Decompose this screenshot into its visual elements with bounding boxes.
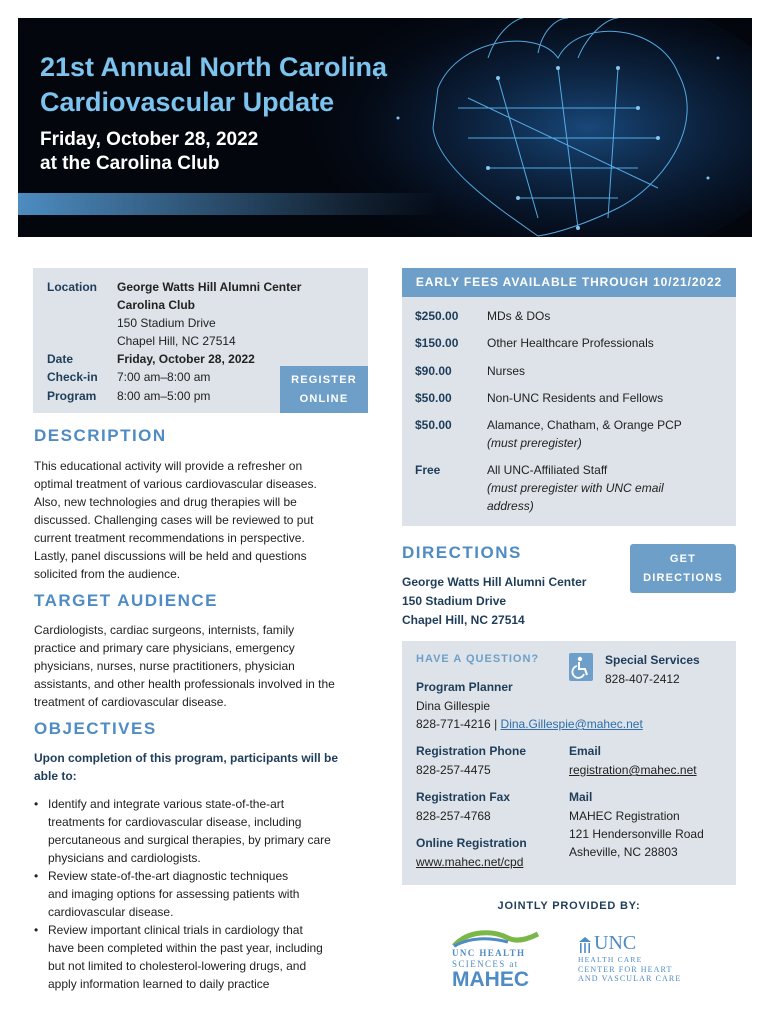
objective-item: • Identify and integrate various state-of-the-art treatments for cardiovascular disease, including percutaneous and surgical therapies, by primary care physicians and cardiologists. (34, 797, 331, 865)
location-line: 150 Stadium Drive (117, 316, 216, 330)
directions-button-label: GET (669, 553, 697, 565)
fee-description (487, 461, 664, 515)
text-line: percutaneous and surgical therapies, by primary care (48, 833, 331, 847)
online-registration-link[interactable]: www.mahec.net/cpd (416, 855, 524, 869)
text-line: Identify and integrate various state-of-the-art (48, 797, 285, 811)
text-line: All UNC-Affiliated Staff (487, 463, 608, 477)
text-line: physicians, nurses, nurse practitioners, physician (34, 659, 295, 673)
mail-label: Mail (569, 790, 593, 804)
text-line: This educational activity will provide a refresher on (34, 459, 303, 473)
logo-text: SCIENCES at (452, 959, 519, 969)
location-line: Chapel Hill, NC 27514 (117, 334, 236, 348)
text-line: Cardiologists, cardiac surgeons, internists, family (34, 623, 295, 637)
text-line: Upon completion of this program, participants will be (34, 751, 339, 765)
text-line: discussed. Challenging cases will be reviewed to put (34, 513, 314, 527)
text-line: but not limited to cholesterol-lowering drugs, and (48, 959, 307, 973)
target-audience-heading: TARGET AUDIENCE (34, 591, 218, 610)
title-line: 21st Annual North Carolina (40, 52, 388, 82)
registration-fax-label: Registration Fax (416, 790, 511, 804)
address-line: Chapel Hill, NC 27514 (402, 613, 525, 627)
text-line: cardiovascular disease. (48, 905, 174, 919)
text-line: current treatment recommendations in perspective. (34, 531, 305, 545)
registration-phone: 828-257-4475 (416, 763, 491, 777)
registration-email-link[interactable]: registration@mahec.net (569, 763, 697, 777)
subtitle-line: at the Carolina Club (40, 153, 220, 174)
text-line: optimal treatment of various cardiovascular diseases. (34, 477, 317, 491)
description-heading: DESCRIPTION (34, 426, 167, 445)
text-line: treatment of cardiovascular disease. (34, 695, 227, 709)
objectives-list (34, 795, 374, 993)
text-line: Review important clinical trials in cardiology that (48, 923, 303, 937)
location-label: Location (47, 280, 97, 294)
program-planner-name: Dina Gillespie (416, 699, 491, 713)
special-services-label: Special Services (605, 653, 700, 667)
fee-description (487, 416, 682, 452)
registration-phone-label: Registration Phone (416, 744, 527, 758)
event-title (40, 50, 387, 120)
registration-fax: 828-257-4768 (416, 809, 491, 823)
directions-address (402, 573, 586, 630)
text-line: practice and primary care physicians, emergency (34, 641, 295, 655)
mahec-logo (448, 928, 543, 994)
fee-note: (must preregister) (487, 436, 582, 450)
program-planner-contact (416, 715, 643, 733)
objectives-heading: OBJECTIVES (34, 719, 157, 738)
text-line: apply information learned to daily practice (48, 977, 270, 991)
fee-note: (must preregister with UNC email (487, 481, 664, 495)
fee-description: Non-UNC Residents and Fellows (487, 391, 664, 405)
text-line: assistants, and other health professionals involved in the (34, 677, 335, 691)
fee-amount: $50.00 (415, 418, 452, 432)
location-line: Carolina Club (117, 298, 196, 312)
fee-amount: $250.00 (415, 309, 459, 323)
objective-item: • Review state-of-the-art diagnostic techniques and imaging options for assessing patients with cardiovascular disease. (34, 869, 300, 919)
unc-heart-vascular-logo (576, 934, 696, 984)
text-line: able to: (34, 769, 77, 783)
address-line: George Watts Hill Alumni Center (402, 575, 587, 589)
fee-description: Other Healthcare Professionals (487, 336, 654, 350)
program-value: 8:00 am–5:00 pm (117, 389, 211, 403)
register-online-button[interactable] (280, 366, 368, 413)
address-line: MAHEC Registration (569, 809, 680, 823)
logo-text: MAHEC (452, 968, 529, 991)
objective-item: • Review important clinical trials in cardiology that have been completed within the past year, including but not limited to cholesterol-lowering drugs, and apply information learned to daily practice (34, 923, 323, 991)
text-line: have been completed within the past year, including (48, 941, 323, 955)
event-subtitle (40, 128, 258, 176)
fee-amount: $90.00 (415, 364, 452, 378)
event-info-box (33, 268, 368, 413)
date-value: Friday, October 28, 2022 (117, 352, 255, 366)
objectives-lead (34, 749, 338, 785)
logo-text: UNC HEALTH (452, 948, 526, 958)
fee-description: Nurses (487, 364, 526, 378)
checkin-value: 7:00 am–8:00 am (117, 370, 211, 384)
text-line: Alamance, Chatham, & Orange PCP (487, 418, 682, 432)
description-text (34, 457, 317, 583)
fee-amount: Free (415, 463, 441, 477)
program-planner-label: Program Planner (416, 680, 513, 694)
text-line: Review state-of-the-art diagnostic techniques (48, 869, 289, 883)
register-button-label: ONLINE (299, 393, 349, 405)
address-line: Asheville, NC 28803 (569, 845, 678, 859)
text-line: Lastly, panel discussions will be held and questions (34, 549, 307, 563)
fee-note: address) (487, 499, 534, 513)
directions-heading: DIRECTIONS (402, 543, 522, 562)
accessibility-icon (569, 653, 593, 681)
logo-text: CENTER FOR HEART (578, 965, 673, 974)
logo-text: HEALTH CARE (578, 955, 643, 964)
email-label: Email (569, 744, 602, 758)
fees-heading: EARLY FEES AVAILABLE THROUGH 10/21/2022 (402, 268, 736, 297)
title-line: Cardiovascular Update (40, 87, 335, 117)
get-directions-button[interactable] (630, 544, 736, 593)
text-line: physicians and cardiologists. (48, 851, 201, 865)
target-audience-text (34, 621, 335, 711)
text-line: and imaging options for assessing patients with (48, 887, 300, 901)
directions-button-label: DIRECTIONS (643, 572, 723, 584)
special-services-phone: 828-407-2412 (605, 672, 680, 686)
fees-table (402, 297, 736, 526)
mahec-swoosh-icon (448, 928, 543, 948)
contact-box (402, 641, 736, 885)
logo-text: UNC (594, 932, 637, 954)
checkin-label: Check-in (47, 370, 98, 384)
question-heading: HAVE A QUESTION? (416, 653, 540, 665)
address-line: 150 Stadium Drive (402, 594, 507, 608)
fee-amount: $50.00 (415, 391, 452, 405)
jointly-provided-label: JOINTLY PROVIDED BY: (497, 900, 641, 912)
text-line: solicited from the audience. (34, 567, 181, 581)
fee-amount: $150.00 (415, 336, 459, 350)
address-line: 121 Hendersonville Road (569, 827, 704, 841)
hero-banner (18, 18, 752, 237)
program-label: Program (47, 389, 97, 403)
location-line: George Watts Hill Alumni Center (117, 280, 302, 294)
register-button-label: REGISTER (291, 374, 357, 386)
planner-phone: 828-771-4216 | (416, 717, 498, 731)
date-label: Date (47, 352, 74, 366)
planner-email-link[interactable]: Dina.Gillespie@mahec.net (500, 717, 643, 731)
old-well-icon (578, 936, 592, 954)
online-registration-label: Online Registration (416, 836, 527, 850)
text-line: Also, new technologies and drug therapies will be (34, 495, 297, 509)
fee-description: MDs & DOs (487, 309, 551, 323)
logo-text: AND VASCULAR CARE (578, 974, 682, 983)
text-line: treatments for cardiovascular disease, including (48, 815, 302, 829)
subtitle-line: Friday, October 28, 2022 (40, 129, 259, 150)
mail-address (569, 807, 704, 861)
